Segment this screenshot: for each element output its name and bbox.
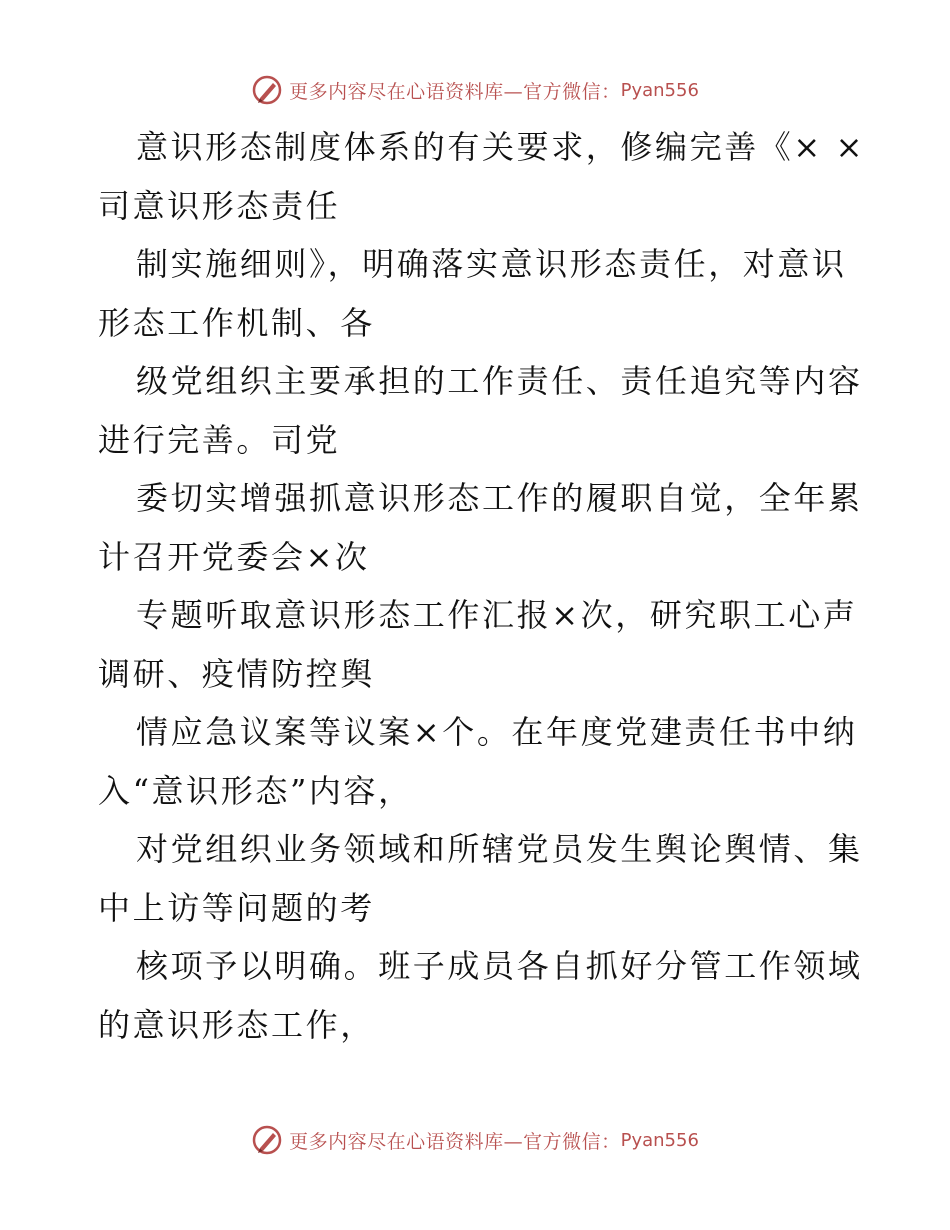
watermark-text: 更多内容尽在心语资料库—官方微信： xyxy=(289,80,621,103)
paragraph-line-continuation: 中上访等问题的考 xyxy=(98,888,375,927)
watermark-text: 更多内容尽在心语资料库—官方微信： xyxy=(289,1130,621,1153)
watermark-handle: Pyan556 xyxy=(620,1129,699,1151)
header-watermark xyxy=(0,72,950,108)
paragraph-line-continuation: 进行完善。司党 xyxy=(98,420,341,459)
paragraph-line-continuation: 形态工作机制、各 xyxy=(98,303,375,342)
paragraph-line-continuation: 司意识形态责任 xyxy=(98,186,341,225)
pen-logo-icon xyxy=(251,1124,283,1156)
pen-logo-icon xyxy=(251,74,283,106)
paragraph-line: 专题听取意识形态工作汇报×次，研究职工心声 xyxy=(136,596,858,634)
paragraph-line: 情应急议案等议案×个。在年度党建责任书中纳 xyxy=(136,713,858,751)
paragraph-line-continuation: 计召开党委会×次 xyxy=(98,537,370,576)
paragraph-line-continuation: 调研、疫情防控舆 xyxy=(98,654,375,693)
paragraph-line: 制实施细则》，明确落实意识形态责任，对意识 xyxy=(136,245,847,283)
document-body xyxy=(98,118,865,1054)
watermark-handle: Pyan556 xyxy=(620,79,699,101)
paragraph-line: 核项予以明确。班子成员各自抓好分管工作领域 xyxy=(136,947,863,985)
paragraph-line: 级党组织主要承担的工作责任、责任追究等内容 xyxy=(136,362,863,400)
paragraph-line-continuation: 入“意识形态”内容， xyxy=(98,771,413,810)
paragraph-line: 委切实增强抓意识形态工作的履职自觉，全年累 xyxy=(136,479,863,517)
paragraph-line-continuation: 的意识形态工作， xyxy=(98,1005,375,1044)
paragraph-line: 对党组织业务领域和所辖党员发生舆论舆情、集 xyxy=(136,830,863,868)
paragraph-line: 意识形态制度体系的有关要求，修编完善《× × xyxy=(136,128,865,166)
footer-watermark xyxy=(0,1122,950,1158)
